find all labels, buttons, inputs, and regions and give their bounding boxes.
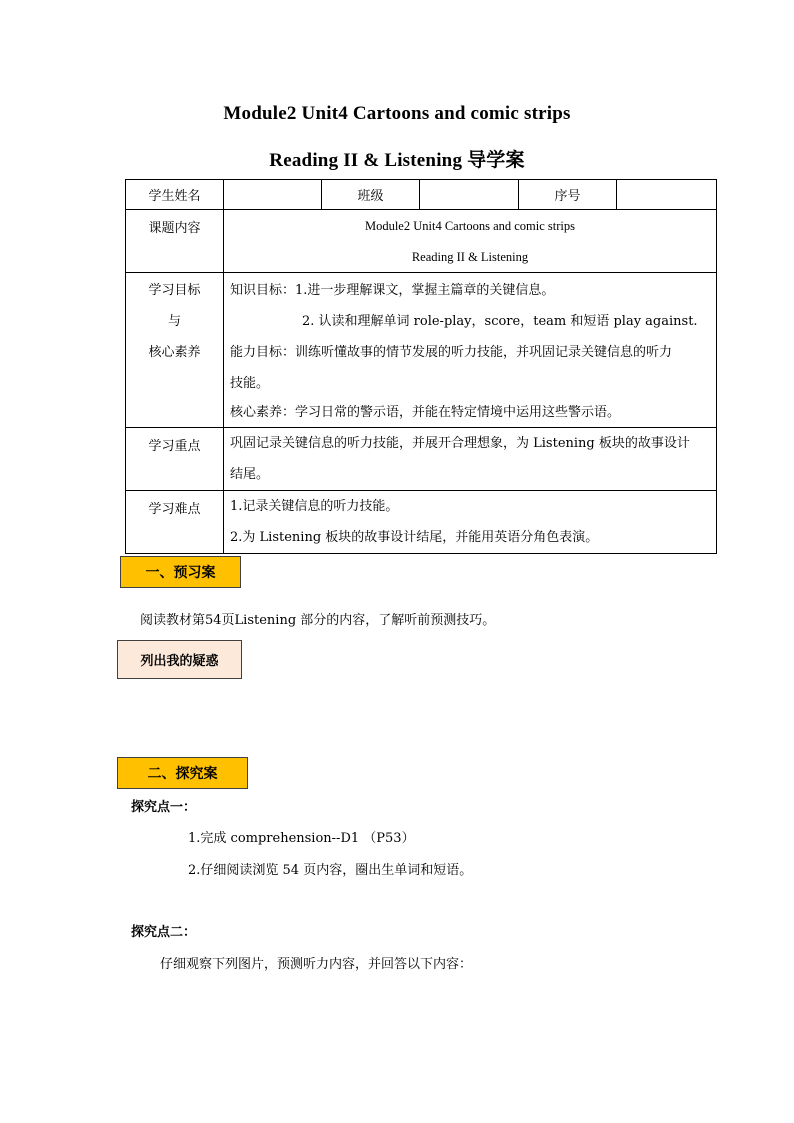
student-name-label: 学生姓名 — [126, 180, 224, 210]
goals-label-2: 与 — [167, 314, 181, 329]
class-label: 班级 — [322, 180, 420, 210]
topic-line-1: Module2 Unit4 Cartoons and comic strips — [364, 219, 576, 233]
key-line: 巩固记录关键信息的听力技能，并展开合理想象，为 Listening 板块的故事设计 — [230, 436, 690, 451]
goal-line: 核心素养：学习日常的警示语，并能在特定情境中运用这些警示语。 — [230, 405, 621, 420]
preview-section-tag: 一、预习案 — [120, 556, 241, 588]
goal-line: 能力目标：训练听懂故事的情节发展的听力技能，并巩固记录关键信息的听力 — [230, 345, 673, 360]
goals-label — [126, 273, 224, 428]
explore-section-tag: 二、探究案 — [117, 757, 248, 789]
key-line: 结尾。 — [230, 467, 270, 482]
seat-label: 序号 — [519, 180, 617, 210]
key-content — [224, 428, 717, 491]
goal-line: 2. 认读和理解单词 role-play，score，team 和短语 play against. — [302, 314, 698, 329]
student-name-field[interactable] — [224, 180, 322, 210]
explore-point-1-item: 1.完成 comprehension--D1 （P53） — [188, 831, 415, 846]
preview-text: 阅读教材第54页Listening 部分的内容，了解听前预测技巧。 — [140, 613, 496, 628]
goals-label-1: 学习目标 — [148, 283, 201, 298]
explore-point-2-title: 探究点二： — [131, 925, 197, 940]
document-subtitle: Reading II & Listening 导学案 — [269, 150, 525, 171]
topic-label: 课题内容 — [126, 210, 224, 273]
goal-line: 知识目标：1.进一步理解课文，掌握主篇章的关键信息。 — [230, 283, 555, 298]
goals-content — [224, 273, 717, 428]
explore-point-2-text: 仔细观察下列图片，预测听力内容，并回答以下内容： — [160, 957, 473, 972]
topic-line-2: Reading II & Listening — [411, 250, 529, 264]
difficulty-line: 1.记录关键信息的听力技能。 — [230, 499, 399, 514]
info-table — [125, 179, 717, 554]
doubts-tag: 列出我的疑惑 — [117, 640, 242, 679]
topic-content — [224, 210, 717, 273]
seat-field[interactable] — [617, 180, 717, 210]
difficulty-line: 2.为 Listening 板块的故事设计结尾，并能用英语分角色表演。 — [230, 530, 599, 545]
document-title: Module2 Unit4 Cartoons and comic strips — [223, 103, 571, 124]
explore-point-1-title: 探究点一： — [131, 800, 197, 815]
explore-point-1-item: 2.仔细阅读浏览 54 页内容，圈出生单词和短语。 — [188, 863, 473, 878]
class-field[interactable] — [420, 180, 519, 210]
difficulty-content — [224, 491, 717, 554]
difficulty-label: 学习难点 — [126, 491, 224, 554]
key-label: 学习重点 — [126, 428, 224, 491]
goals-label-3: 核心素养 — [148, 345, 201, 360]
goal-line: 技能。 — [230, 376, 270, 391]
